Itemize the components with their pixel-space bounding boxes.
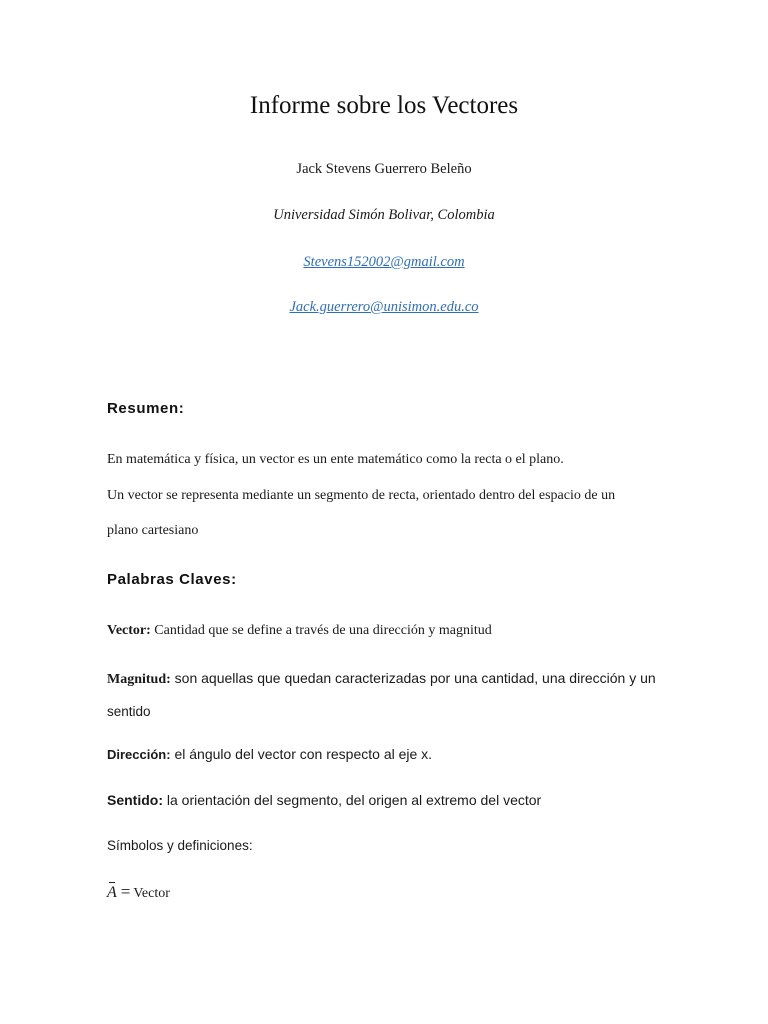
keyword-term: Dirección: bbox=[107, 747, 171, 762]
keyword-definition: son aquellas que quedan caracterizadas por una cantidad, una dirección y un bbox=[170, 670, 656, 686]
keyword-definition: la orientación del segmento, del origen al extremo del vector bbox=[163, 792, 542, 808]
vector-arrow-icon bbox=[109, 882, 115, 883]
keyword-magnitud bbox=[107, 670, 656, 688]
palabras-claves-heading: Palabras Claves: bbox=[107, 571, 237, 588]
vector-symbol bbox=[107, 884, 117, 902]
email-link-gmail[interactable]: Stevens152002@gmail.com bbox=[303, 254, 465, 270]
email-line-1 bbox=[0, 254, 768, 271]
keyword-vector bbox=[107, 623, 492, 639]
email-line-2 bbox=[0, 299, 768, 316]
keyword-term: Vector: bbox=[107, 623, 151, 638]
resumen-line: En matemática y física, un vector es un ente matemático como la recta o el plano. bbox=[107, 452, 564, 467]
keyword-term: Sentido: bbox=[107, 792, 163, 808]
keyword-magnitud-continuation: sentido bbox=[107, 704, 151, 719]
keyword-definition: Cantidad que se define a través de una dirección y magnitud bbox=[150, 623, 492, 638]
keyword-sentido bbox=[107, 792, 541, 808]
email-link-unisimon[interactable]: Jack.guerrero@unisimon.edu.co bbox=[289, 299, 479, 315]
vector-letter: A bbox=[107, 884, 117, 901]
author-affiliation: Universidad Simón Bolivar, Colombia bbox=[273, 207, 495, 223]
resumen-line: Un vector se representa mediante un segmento de recta, orientado dentro del espacio de un bbox=[107, 488, 616, 503]
keyword-direccion bbox=[107, 746, 432, 762]
equals-sign: = bbox=[120, 882, 131, 901]
vector-formula bbox=[107, 882, 170, 902]
formula-label: Vector bbox=[133, 886, 170, 901]
resumen-heading: Resumen: bbox=[107, 400, 185, 417]
keyword-definition: el ángulo del vector con respecto al eje x. bbox=[170, 746, 433, 762]
symbols-heading: Símbolos y definiciones: bbox=[107, 838, 253, 853]
resumen-line: plano cartesiano bbox=[107, 523, 199, 538]
author-name: Jack Stevens Guerrero Beleño bbox=[296, 161, 472, 177]
document-title: Informe sobre los Vectores bbox=[249, 92, 519, 119]
keyword-term: Magnitud: bbox=[107, 672, 171, 687]
